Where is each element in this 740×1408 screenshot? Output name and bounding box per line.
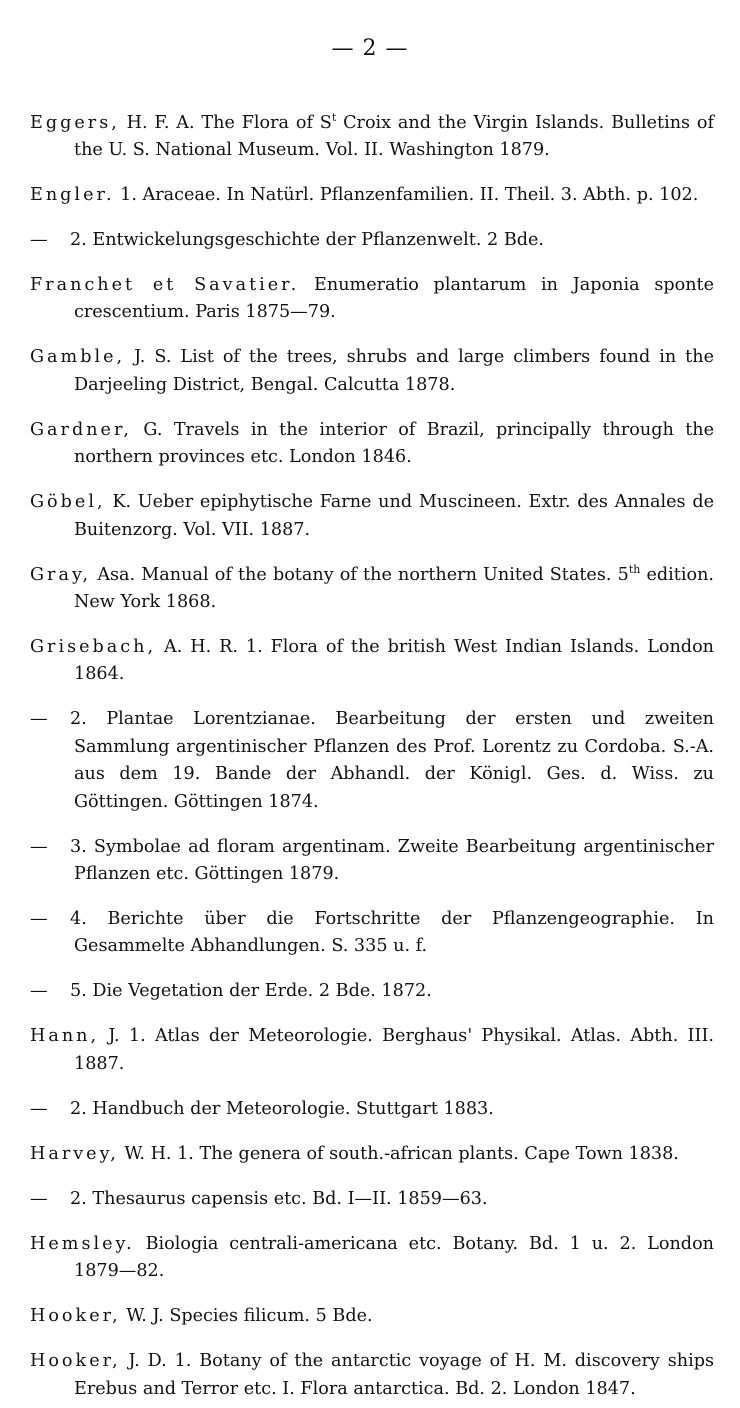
bibliography-entry xyxy=(30,344,714,399)
entry-text: J. 1. Atlas der Meteorologie. Berghaus' Physikal. Atlas. Abth. III. 1887. xyxy=(74,1026,715,1074)
ditto-dash: — xyxy=(30,909,48,930)
ditto-dash: — xyxy=(30,230,48,250)
entry-text: K. Ueber epiphytische Farne und Muscineen. Extr. des Annales de Buitenzorg. Vol. VII. 1887. xyxy=(74,492,715,540)
entry-text: G. Travels in the interior of Brazil, principally through the northern provinces etc. London 1846. xyxy=(74,419,715,468)
entry-text: J. D. 1. Botany of the antarctic voyage of H. M. discovery ships Erebus and Terror etc. I. Flora antarctica. Bd. 2. London 1847. xyxy=(74,1351,714,1399)
entry-text: 2. Handbuch der Meteorologie. Stuttgart 1883. xyxy=(70,1098,494,1119)
entry-author: Hooker, xyxy=(30,1306,121,1327)
entry-text: edition. New York 1868. xyxy=(74,564,714,613)
bibliography-entry xyxy=(30,1231,714,1286)
entry-text: 5. Die Vegetation der Erde. 2 Bde. 1872. xyxy=(70,981,432,1002)
bibliography-entry xyxy=(30,227,714,254)
entry-text: 1. Araceae. In Natürl. Pflanzenfamilien. II. Theil. 3. Abth. p. 102. xyxy=(120,185,699,205)
entry-text: Biologia centrali-americana etc. Botany. Bd. 1 u. 2. London 1879—82. xyxy=(74,1233,714,1282)
bibliography-entry xyxy=(30,110,714,165)
entry-text: H. F. A. The Flora of S xyxy=(126,112,332,133)
bibliography-entry xyxy=(30,978,714,1005)
bibliography-entry xyxy=(30,706,714,816)
bibliography-entry xyxy=(30,489,714,544)
ditto-dash: — xyxy=(30,1098,48,1119)
page-number: — 2 — xyxy=(331,36,409,61)
entry-author: Eggers, xyxy=(30,112,120,133)
entry-author: Hann, xyxy=(30,1026,100,1047)
entry-author: Engler. xyxy=(30,185,115,205)
entry-text: J. S. List of the trees, shrubs and large climbers found in the Darjeeling District, Bengal. Calcutta 1878. xyxy=(74,347,714,395)
entry-author: Hooker, xyxy=(30,1351,121,1372)
ditto-dash: — xyxy=(30,981,48,1002)
entry-author: Hemsley. xyxy=(30,1233,135,1254)
bibliography-entry xyxy=(30,1023,714,1078)
entry-superscript: th xyxy=(628,562,641,576)
entry-author: Gardner, xyxy=(30,419,133,440)
entry-superscript: t xyxy=(331,110,337,124)
bibliography-entry xyxy=(30,1141,714,1168)
entry-text: W. H. 1. The genera of south.-african plants. Cape Town 1838. xyxy=(124,1143,679,1164)
entry-author: Grisebach, xyxy=(30,637,157,658)
bibliography-entry xyxy=(30,182,714,209)
entry-author: Gamble, xyxy=(30,347,126,368)
entry-author: Gray, xyxy=(30,564,92,585)
bibliography-entry xyxy=(30,417,714,472)
entry-text: A. H. R. 1. Flora of the british West Indian Islands. London 1864. xyxy=(74,637,714,685)
entry-text: 2. Plantae Lorentzianae. Bearbeitung der ersten und zweiten Sammlung argentinischer Pflanzen des Prof. Lorentz zu Cordoba. S.-A. aus dem 19. Bande der Abhandl. der Königl. Ges. d. Wiss. zu Göttingen. Göttingen 1874. xyxy=(70,709,714,812)
ditto-dash: — xyxy=(30,709,48,730)
bibliography-entry xyxy=(30,1303,714,1330)
entry-text: Croix and the Virgin Islands. Bulletins of the U. S. National Museum. Vol. II. Washington 1879. xyxy=(74,112,714,160)
bibliography-list xyxy=(30,92,714,1408)
entry-author: Göbel, xyxy=(30,492,106,513)
entry-author: Franchet et Savatier. xyxy=(30,275,300,295)
entry-author: Harvey, xyxy=(30,1143,119,1164)
ditto-dash: — xyxy=(30,1188,48,1209)
entry-text: Enumeratio plantarum in Japonia sponte crescentium. Paris 1875—79. xyxy=(74,275,715,323)
bibliography-entry xyxy=(30,272,714,327)
entry-text: W. J. Species filicum. 5 Bde. xyxy=(126,1306,373,1327)
entry-text: Asa. Manual of the botany of the northern United States. 5 xyxy=(97,564,629,585)
entry-text: 3. Symbolae ad floram argentinam. Zweite Bearbeitung argentinischer Pflanzen etc. Göttingen 1879. xyxy=(70,836,714,885)
bibliography-entry xyxy=(30,1096,714,1123)
bibliography-entry xyxy=(30,1348,714,1403)
bibliography-entry xyxy=(30,634,714,689)
bibliography-entry xyxy=(30,834,714,889)
entry-text: 2. Entwickelungsgeschichte der Pflanzenwelt. 2 Bde. xyxy=(70,230,545,250)
bibliography-entry xyxy=(30,906,714,961)
entry-text: 4. Berichte über die Fortschritte der Pflanzengeographie. In Gesammelte Abhandlungen. S. 335 u. f. xyxy=(70,909,714,957)
entry-text: 2. Thesaurus capensis etc. Bd. I—II. 1859—63. xyxy=(70,1188,488,1209)
ditto-dash: — xyxy=(30,836,48,857)
bibliography-entry xyxy=(30,562,714,617)
